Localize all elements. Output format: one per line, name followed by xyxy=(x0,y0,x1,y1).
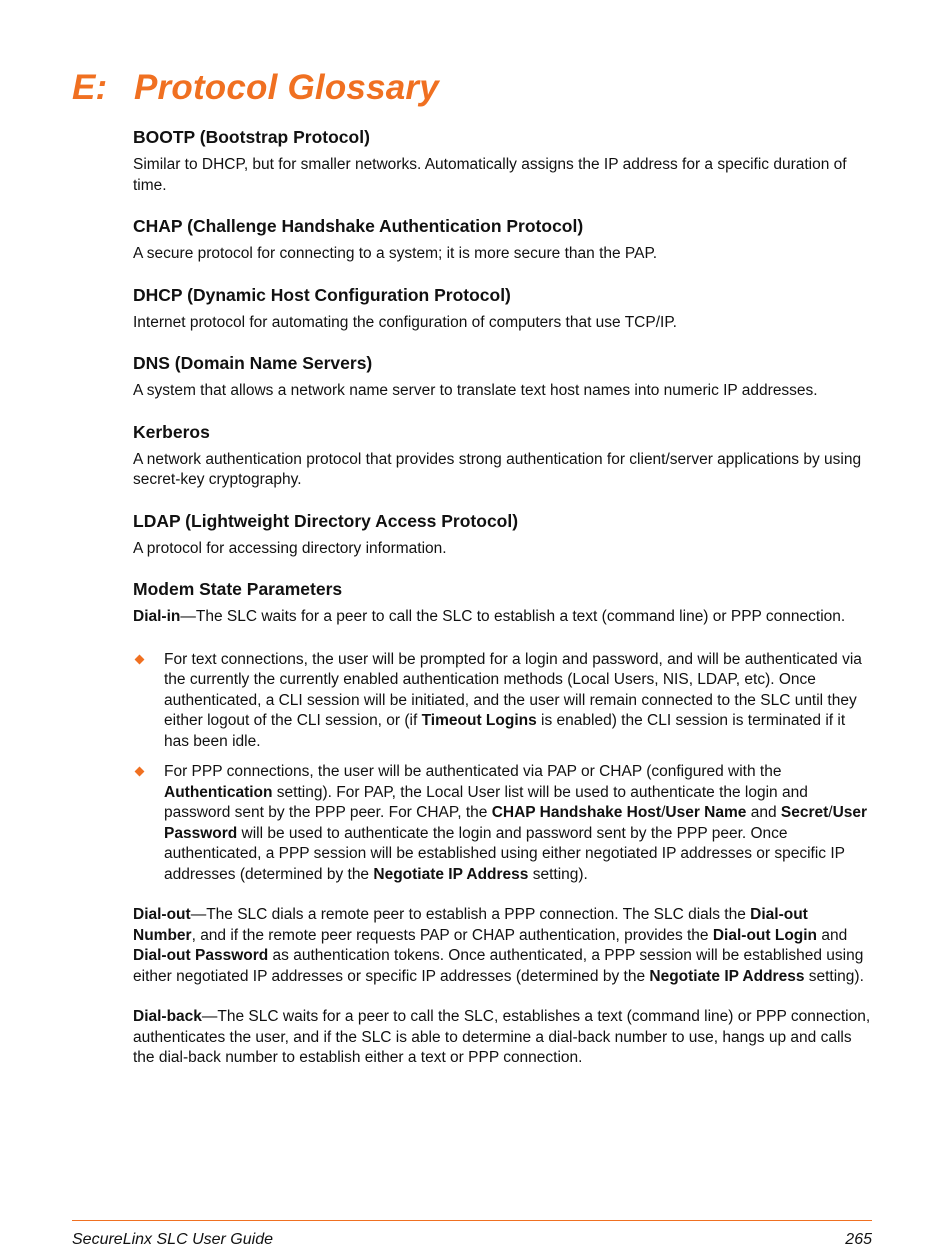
dial-back-text: —The SLC waits for a peer to call the SLC, establishes a text (command line) or PPP connection, authenticates the user, and if the SLC is able to determine a dial-back number to use, hangs up and calls the dial-back number to establish either a text or PPP connection. xyxy=(133,1008,871,1066)
bullet-bold-term: Timeout Logins xyxy=(421,712,537,729)
term-heading: BOOTP (Bootstrap Protocol) xyxy=(133,127,370,147)
footer-document-title: SecureLinx SLC User Guide xyxy=(72,1231,273,1248)
dial-in-text: —The SLC waits for a peer to call the SLC to establish a text (command line) or PPP connection. xyxy=(180,608,846,625)
dial-in-paragraph xyxy=(133,607,873,628)
glossary-entry-bootp xyxy=(133,125,873,196)
term-heading: Modem State Parameters xyxy=(133,579,343,599)
glossary-entry-dns xyxy=(133,351,873,402)
term-definition: Internet protocol for automating the configuration of computers that use TCP/IP. xyxy=(133,313,677,331)
term-definition: A protocol for accessing directory information. xyxy=(133,539,447,557)
dial-out-text-part: setting). xyxy=(804,967,864,985)
bullet-text-part: / xyxy=(661,804,666,821)
dial-back-label: Dial-back xyxy=(133,1008,202,1025)
chapter-title-text: Protocol Glossary xyxy=(134,68,439,107)
glossary-entry-dhcp xyxy=(133,283,873,334)
dial-out-text-part: as authentication tokens. Once authenticated, a PPP session will be established using either negotiated IP addresses or specific IP addresses (determined by the xyxy=(133,947,864,985)
term-heading: LDAP (Lightweight Directory Access Protocol) xyxy=(133,510,519,531)
term-definition: Similar to DHCP, but for smaller networks. Automatically assigns the IP address for a specific duration of time. xyxy=(133,156,847,194)
bullet-text-part: setting). For PAP, the Local User list will be used to authenticate the login and password sent by the PPP peer. For CHAP, the xyxy=(164,783,808,821)
glossary-entry-chap xyxy=(133,214,873,265)
term-heading: DNS (Domain Name Servers) xyxy=(133,353,373,373)
dial-out-paragraph xyxy=(133,905,873,987)
dial-out-text-part: —The SLC dials a remote peer to establish a PPP connection. The SLC dials the xyxy=(190,906,751,923)
dial-back-paragraph xyxy=(133,1007,873,1069)
footer-page-number: 265 xyxy=(845,1231,872,1248)
bullet-bold-term: User Name xyxy=(665,804,747,821)
dial-out-text-part: , and if the remote peer requests PAP or CHAP authentication, provides the xyxy=(191,926,713,944)
bullet-bold-term: Secret xyxy=(780,804,829,821)
bullet-text-part: is enabled) the CLI session is terminated if it has been idle. xyxy=(164,712,846,750)
chapter-title xyxy=(72,68,439,108)
dial-in-label: Dial-in xyxy=(133,608,181,625)
bullet-text-part: / xyxy=(828,804,833,821)
bullet-text-part: For PPP connections, the user will be authenticated via PAP or CHAP (configured with the xyxy=(164,763,782,780)
bullet-text-connections xyxy=(133,650,873,753)
bullet-bold-term: Negotiate IP Address xyxy=(373,865,529,883)
dial-out-bold-term: Dial-out Number xyxy=(133,906,808,944)
chapter-letter: E: xyxy=(72,68,108,107)
dial-out-bold-term: Dial-out Login xyxy=(712,926,818,944)
diamond-bullet-icon xyxy=(135,654,145,664)
dial-out-label: Dial-out xyxy=(133,906,191,923)
term-definition: A secure protocol for connecting to a system; it is more secure than the PAP. xyxy=(133,245,658,262)
term-heading: CHAP (Challenge Handshake Authentication Protocol) xyxy=(133,216,584,236)
paragraph-spacer xyxy=(133,987,873,1007)
bullet-text-part: will be used to authenticate the login and password sent by the PPP peer. Once authenticated, a PPP session will be established using either negotiated IP addresses or specific IP addresses (determined by the xyxy=(164,824,845,883)
glossary-entry-modem-state xyxy=(133,577,873,1069)
term-definition: A network authentication protocol that provides strong authentication for client/server applications by using secret-key cryptography. xyxy=(133,450,862,488)
bullet-bold-term: User Password xyxy=(164,804,868,842)
bullet-text-part: For text connections, the user will be prompted for a login and password, and will be authenticated via the currently the currently enabled authentication methods (Local Users, NIS, LDAP, etc). Once authenticated, a CLI session will be initiated, and the user will remain connected to the SLC until they either logout of the CLI session, or (if xyxy=(164,650,862,729)
bullet-bold-term: Authentication xyxy=(164,783,273,801)
bullet-ppp-connections xyxy=(133,762,873,885)
footer-divider xyxy=(72,1220,872,1221)
dial-in-bullet-list xyxy=(133,650,873,886)
bullet-text-part: and xyxy=(746,804,781,821)
dial-out-bold-term: Dial-out Password xyxy=(133,947,269,964)
glossary-entry-kerberos xyxy=(133,420,873,491)
dial-out-text-part: and xyxy=(817,926,848,944)
diamond-bullet-icon xyxy=(135,767,145,777)
term-heading: DHCP (Dynamic Host Configuration Protocol) xyxy=(133,284,511,305)
term-definition: A system that allows a network name server to translate text host names into numeric IP addresses. xyxy=(133,382,818,399)
glossary-content xyxy=(133,125,873,1069)
bullet-text-part: setting). xyxy=(528,865,588,883)
bullet-bold-term: CHAP Handshake Host xyxy=(491,804,662,821)
dial-out-bold-term: Negotiate IP Address xyxy=(649,967,805,985)
term-heading: Kerberos xyxy=(133,421,210,442)
glossary-entry-ldap xyxy=(133,509,873,560)
